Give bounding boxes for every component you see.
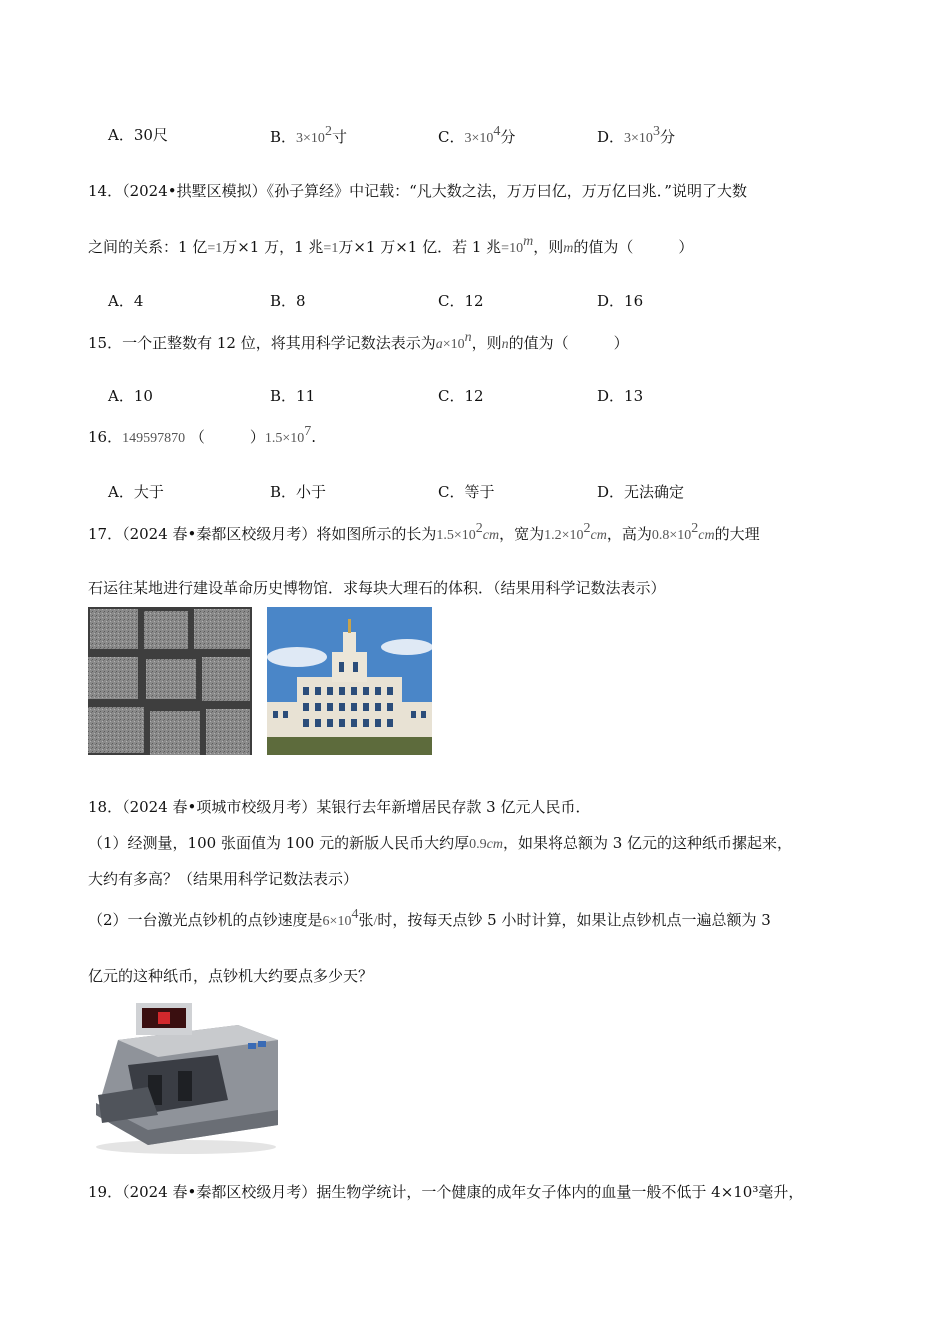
museum-image [267, 607, 432, 755]
q13-option-a: A．30尺 [108, 126, 168, 144]
q18-stem-line1: 18．（2024 春•项城市校级月考）某银行去年新增居民存款 3 亿元人民币． [88, 798, 591, 816]
q15-option-c: C．12 [438, 387, 484, 405]
q14-stem-line2: 之间的关系：1 亿=1万×1 万，1 兆=1万×1 万×1 亿．若 1 兆$=10^m$，则m的值为（ ） [88, 234, 694, 256]
q15-option-a: A．10 [108, 387, 153, 405]
q16-option-a: A．大于 [108, 483, 164, 501]
q14-option-d: D．16 [597, 292, 644, 310]
money-counter-drawing [88, 995, 284, 1157]
q19-stem-line1: 19．（2024 春•秦都区校级月考）据生物学统计，一个健康的成年女子体内的血量一般不低于 4×10³毫升， [88, 1183, 804, 1201]
q14-option-a: A．4 [108, 292, 144, 310]
q15-option-b: B．11 [270, 387, 316, 405]
q13-option-b: B．$3\times 10^2$寸 [270, 124, 347, 146]
q14-option-c: C．12 [438, 292, 484, 310]
q16-option-b: B．小于 [270, 483, 327, 501]
q15-option-d: D．13 [597, 387, 644, 405]
q16-stem: 16．149597870 （ ）$1.5\times 10^7$. [88, 424, 317, 446]
q18-part2-line1: （2）一台激光点钞机的点钞速度是$6\times 10^4$张/时，按每天点钞 5 小时计算，如果让点钞机点一遍总额为 3 [88, 907, 771, 929]
q18-part1-line2: 大约有多高？（结果用科学记数法表示） [88, 870, 359, 888]
q17-stem-line2: 石运往某地进行建设革命历史博物馆．求每块大理石的体积．（结果用科学记数法表示） [88, 579, 666, 597]
museum-drawing [267, 607, 432, 755]
q13-option-c: C．$3\times 10^4$分 [438, 124, 516, 146]
q16-option-d: D．无法确定 [597, 483, 685, 501]
q16-option-c: C．等于 [438, 483, 495, 501]
marble-blocks-drawing [88, 607, 252, 755]
marble-blocks-image [88, 607, 252, 755]
q14-stem-line1: 14．（2024•拱墅区模拟）《孙子算经》中记载：“凡大数之法，万万曰亿，万万亿曰兆．”说明了大数 [88, 182, 747, 200]
q13-option-d: D．$3\times 10^3$分 [597, 124, 675, 146]
q17-stem-line1: 17．（2024 春•秦都区校级月考）将如图所示的长为$1.5\times 10^2cm$，宽为$1.2\times 10^2cm$，高为$0.8\times 10^2cm$的大理 [88, 521, 760, 543]
q15-stem: 15．一个正整数有 12 位，将其用科学记数法表示为$a\times 10^n$，则n的值为（ ） [88, 330, 629, 352]
q14-option-b: B．8 [270, 292, 306, 310]
money-counter-image [88, 995, 284, 1157]
q18-part1-line1: （1）经测量，100 张面值为 100 元的新版人民币大约厚0.9cm，如果将总额为 3 亿元的这种纸币摞起来， [88, 834, 793, 852]
q18-part2-line2: 亿元的这种纸币，点钞机大约要点多少天？ [88, 967, 374, 985]
